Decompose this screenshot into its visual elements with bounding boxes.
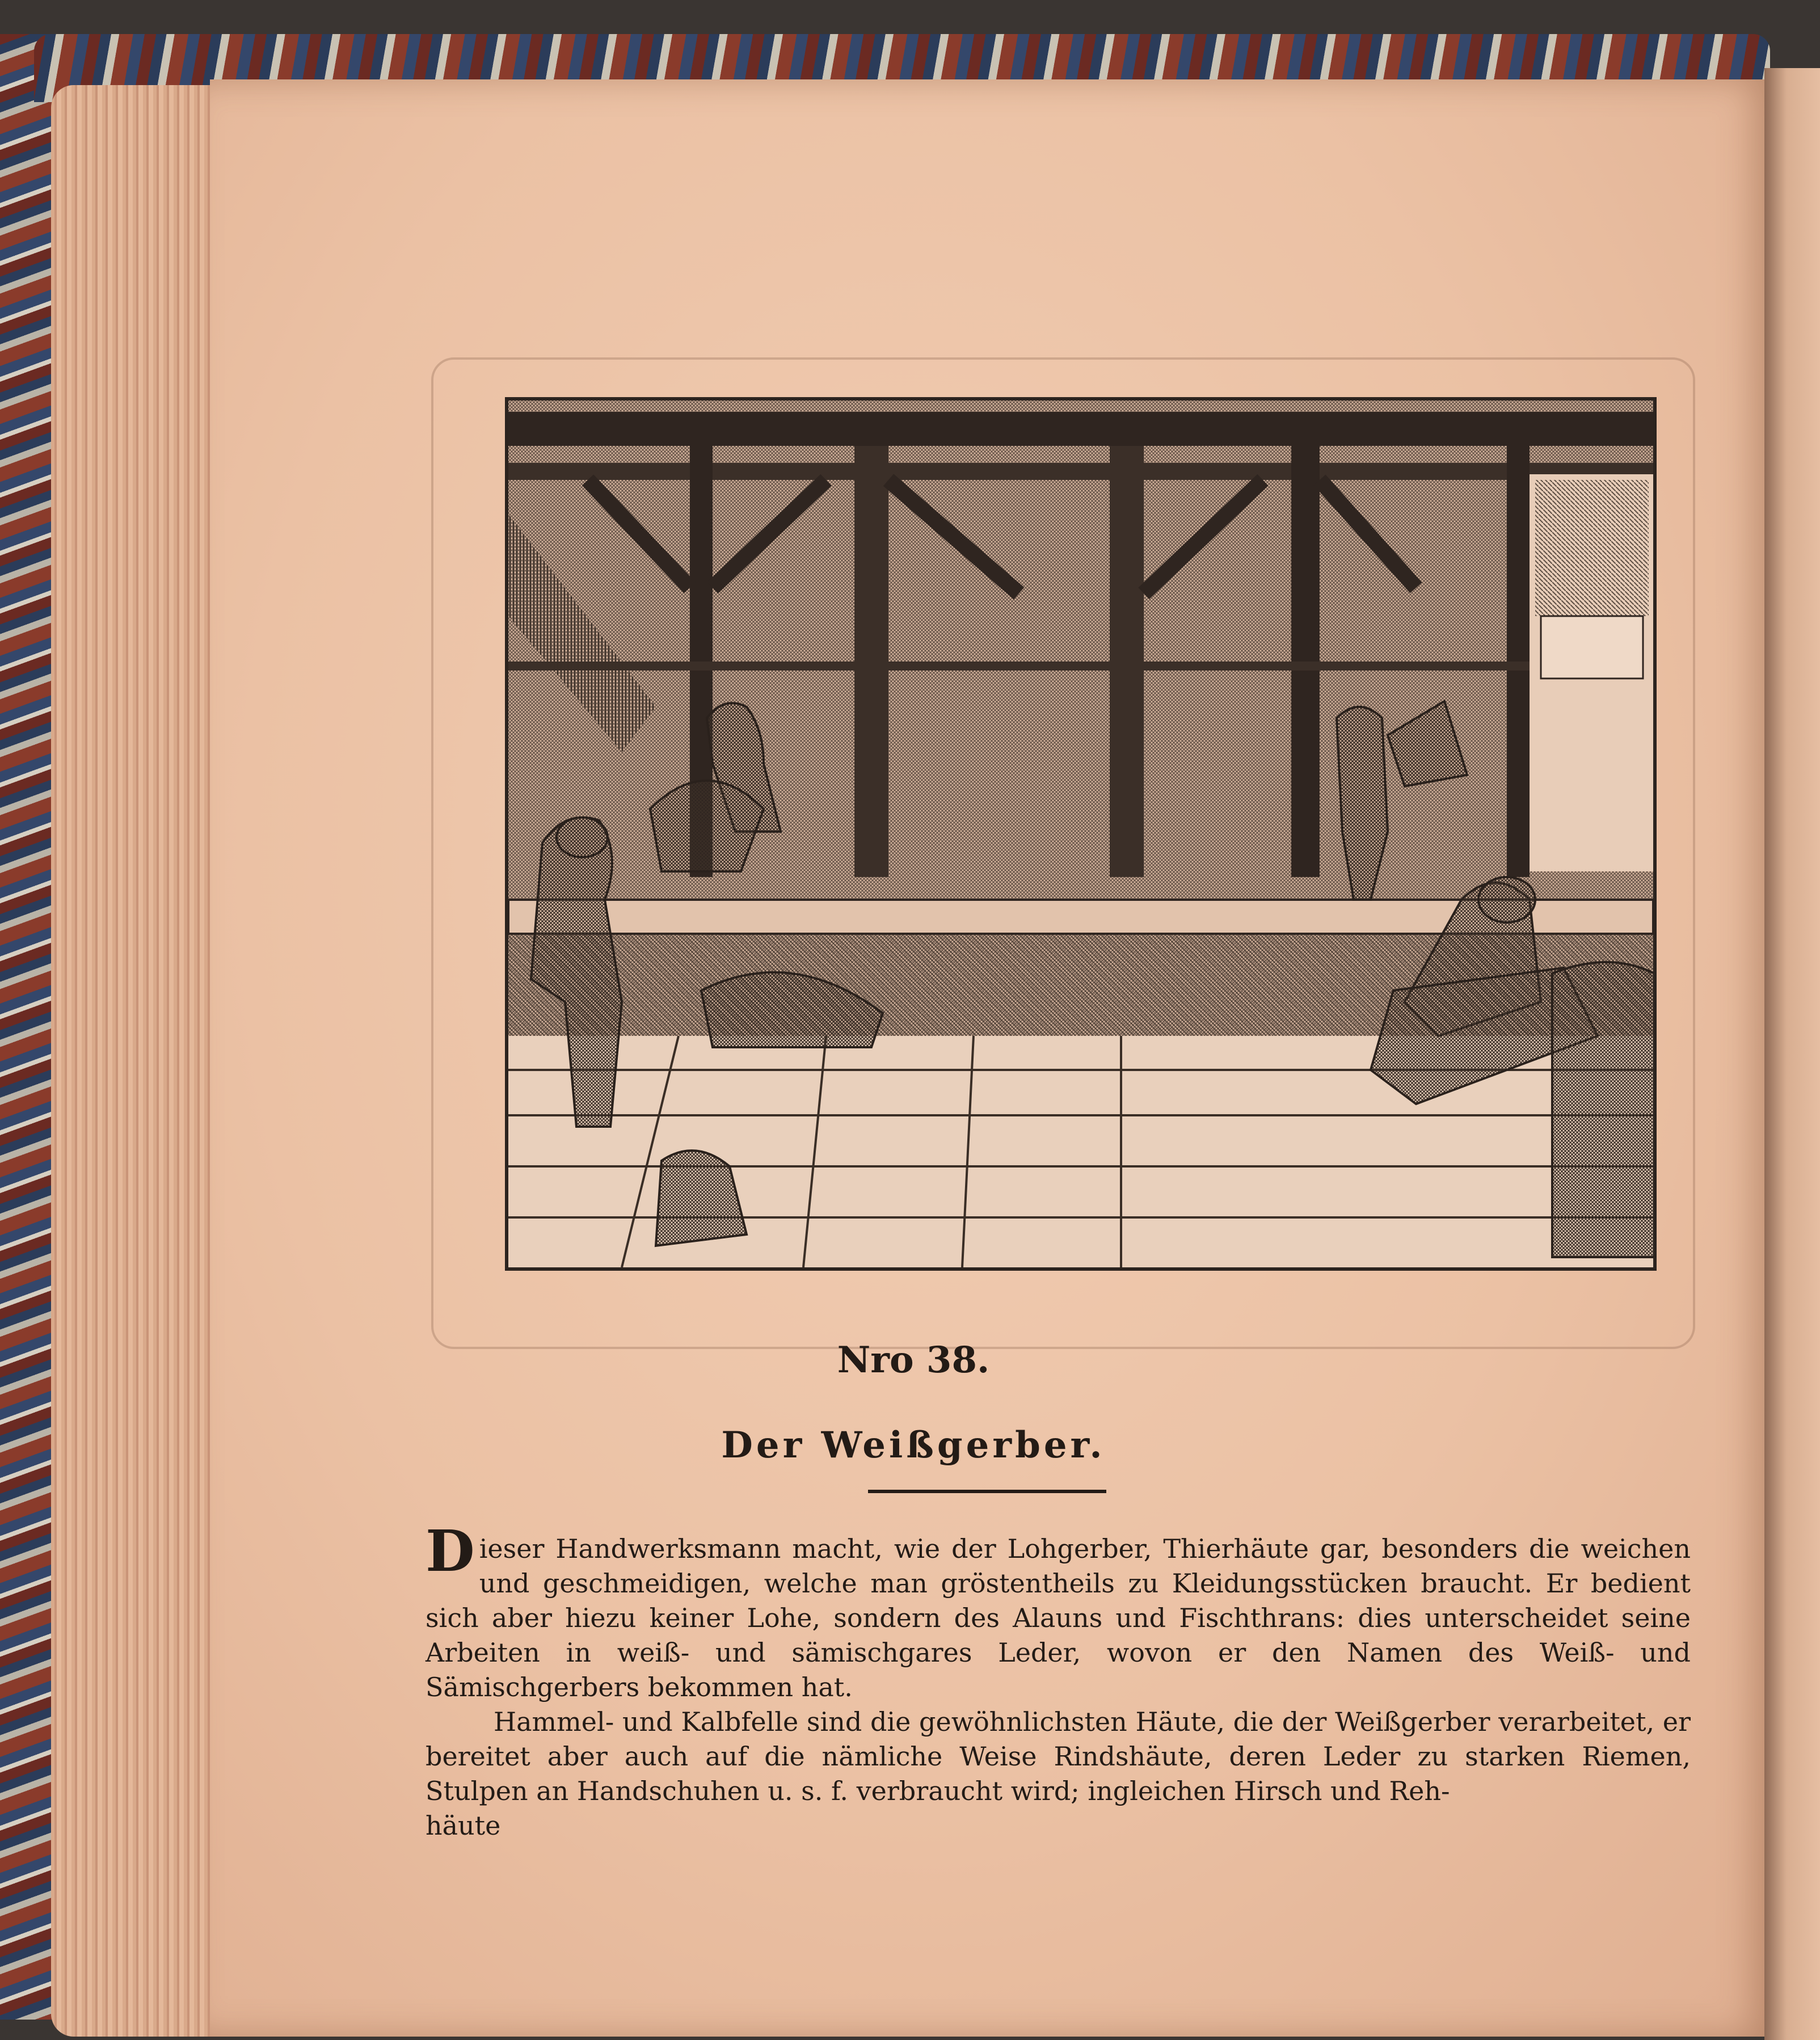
- drop-capital: D: [425, 1518, 475, 1584]
- paragraph-1: [425, 1518, 1691, 1705]
- title-rule: [868, 1490, 1106, 1493]
- paragraph-2: Hammel- und Kalbfelle sind die gewöhnlichsten Häute, die der Weißgerber verarbeitet, er bereitet aber auch auf die nämliche Weise Rindshäute, deren Leder zu starken Riemen, Stulpen an Handschuhen u. s. f. verbraucht wird; ingleichen Hirsch und Reh-: [425, 1706, 1691, 1806]
- plate-title: Der Weißgerber.: [721, 1424, 1106, 1466]
- plate-number: Nro 38.: [837, 1339, 990, 1381]
- body-text: [425, 1518, 1691, 1843]
- paragraph-1-text: ieser Handwerksmann macht, wie der Lohgerber, Thierhäute gar, besonders die weichen und geschmeidigen, welche man gröstentheils zu Kleidungsstücken braucht. Er bedient sich aber hiezu keiner Lohe, sondern des Alauns und Fischthrans: dies unterscheidet seine Arbeiten in weiß- und sämischgares Leder, wovon er den Namen des Weiß- und Sämischgerbers bekommen hat.: [425, 1533, 1691, 1702]
- catchword: häute: [425, 1810, 501, 1841]
- next-page-edge: [1764, 68, 1820, 2040]
- engraving-illustration: [505, 397, 1657, 1271]
- page-edges: [51, 85, 233, 2037]
